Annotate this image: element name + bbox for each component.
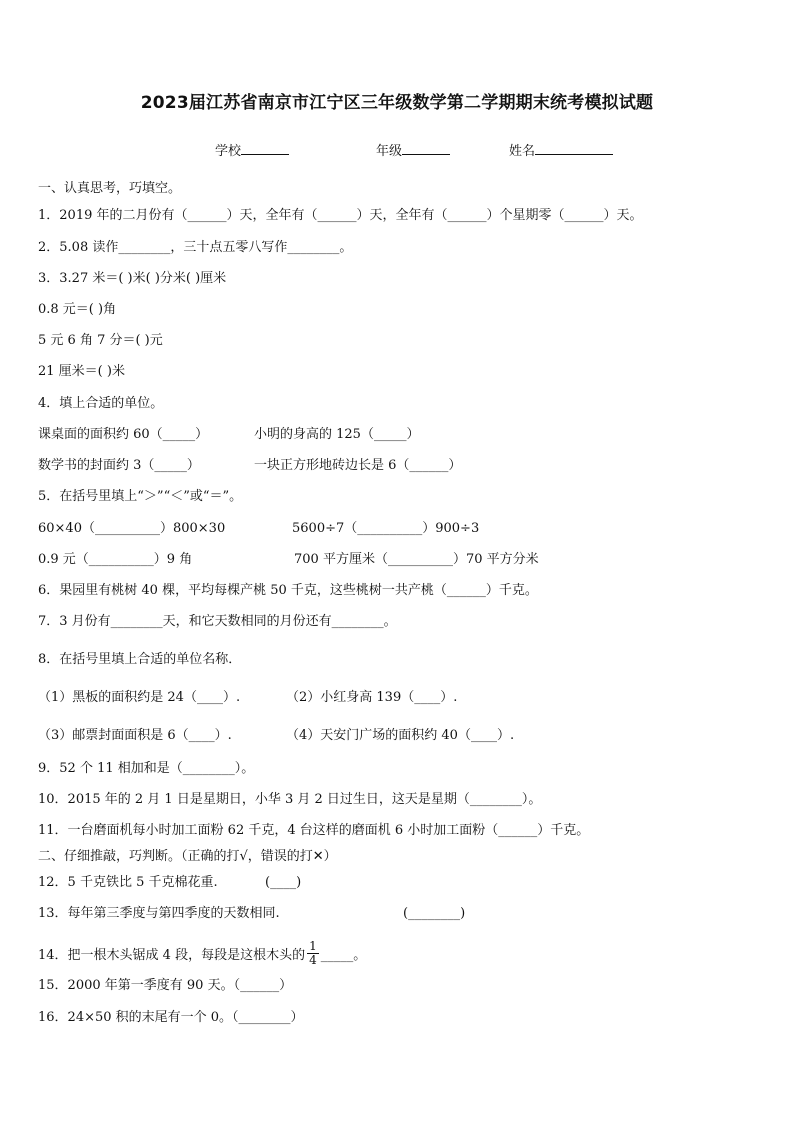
question-8-item-2: （2）小红身高 139（____）. — [286, 690, 458, 705]
question-5: 5．在括号里填上“＞”“＜”或“＝”。 — [38, 489, 243, 504]
question-11: 11．一台磨面机每小时加工面粉 62 千克，4 台这样的磨面机 6 小时加工面粉（______）千克。 — [38, 823, 590, 838]
section-1-heading: 一、认真思考，巧填空。 — [38, 181, 182, 196]
question-9: 9．52 个 11 相加和是（________）。 — [38, 761, 255, 776]
school-label: 学校 — [215, 144, 242, 159]
question-14-blank: _____。 — [320, 948, 367, 963]
question-3-line-3: 5 元 6 角 7 分＝( )元 — [38, 333, 163, 348]
question-7: 7．3 月份有________天，和它天数相同的月份还有________。 — [38, 614, 397, 629]
question-3-line-2: 0.8 元＝( )角 — [38, 302, 117, 317]
question-4: 4．填上合适的单位。 — [38, 396, 164, 411]
question-4-item-a2: 数学书的封面约 3（_____） — [38, 458, 200, 473]
fraction-numerator: 1 — [309, 939, 317, 953]
question-2: 2．5.08 读作________，三十点五零八写作________。 — [38, 240, 353, 255]
fraction-denominator: 4 — [309, 953, 317, 967]
page-title: 2023届江苏省南京市江宁区三年级数学第二学期期末统考模拟试题 — [140, 93, 654, 113]
fraction — [307, 940, 319, 967]
name-field — [509, 140, 613, 159]
question-5-item-a2: 0.9 元（__________）9 角 — [38, 552, 193, 567]
section-2-heading: 二、仔细推敲，巧判断。（正确的打√，错误的打✕） — [38, 849, 337, 864]
question-12-answer[interactable]: (____) — [265, 875, 302, 890]
question-4-item-b1: 小明的身高的 125（_____） — [254, 427, 420, 442]
question-3: 3．3.27 米＝( )米( )分米( )厘米 — [38, 271, 227, 286]
school-blank[interactable] — [241, 142, 289, 155]
grade-field — [376, 140, 450, 159]
question-8: 8．在括号里填上合适的单位名称． — [38, 652, 242, 667]
question-8-item-3: （3）邮票封面面积是 6（____）. — [38, 728, 232, 743]
question-14 — [38, 939, 367, 969]
question-1: 1．2019 年的二月份有（______）天，全年有（______）天，全年有（______）个星期零（______）天。 — [38, 208, 643, 223]
question-5-item-b2: 700 平方厘米（__________）70 平方分米 — [294, 552, 539, 567]
question-12: 12．5 千克铁比 5 千克棉花重. — [38, 875, 218, 890]
question-15: 15．2000 年第一季度有 90 天。（______） — [38, 978, 293, 993]
name-blank[interactable] — [535, 142, 613, 155]
school-field — [215, 140, 289, 159]
question-3-line-4: 21 厘米＝( )米 — [38, 364, 125, 379]
question-16: 16．24×50 积的末尾有一个 0。（________） — [38, 1010, 304, 1025]
question-6: 6．果园里有桃树 40 棵，平均每棵产桃 50 千克，这些桃树一共产桃（______）千克。 — [38, 583, 538, 598]
question-5-item-b1: 5600÷7（__________）900÷3 — [292, 521, 480, 536]
question-14-text: 14．把一根木头锯成 4 段，每段是这根木头的 — [38, 948, 306, 963]
grade-label: 年级 — [376, 144, 403, 159]
question-4-item-b2: 一块正方形地砖边长是 6（______） — [254, 458, 462, 473]
question-8-item-1: （1）黑板的面积约是 24（____）. — [38, 690, 241, 705]
question-5-item-a1: 60×40（__________）800×30 — [38, 521, 226, 536]
question-10: 10．2015 年的 2 月 1 日是星期日，小华 3 月 2 日过生日，这天是星期（________）。 — [38, 792, 542, 807]
grade-blank[interactable] — [402, 142, 450, 155]
question-13: 13．每年第三季度与第四季度的天数相同. — [38, 906, 280, 921]
question-4-item-a1: 课桌面的面积约 60（_____） — [38, 427, 209, 442]
question-8-item-4: （4）天安门广场的面积约 40（____）. — [286, 728, 515, 743]
question-13-answer[interactable]: (________) — [403, 906, 466, 921]
name-label: 姓名 — [509, 144, 536, 159]
